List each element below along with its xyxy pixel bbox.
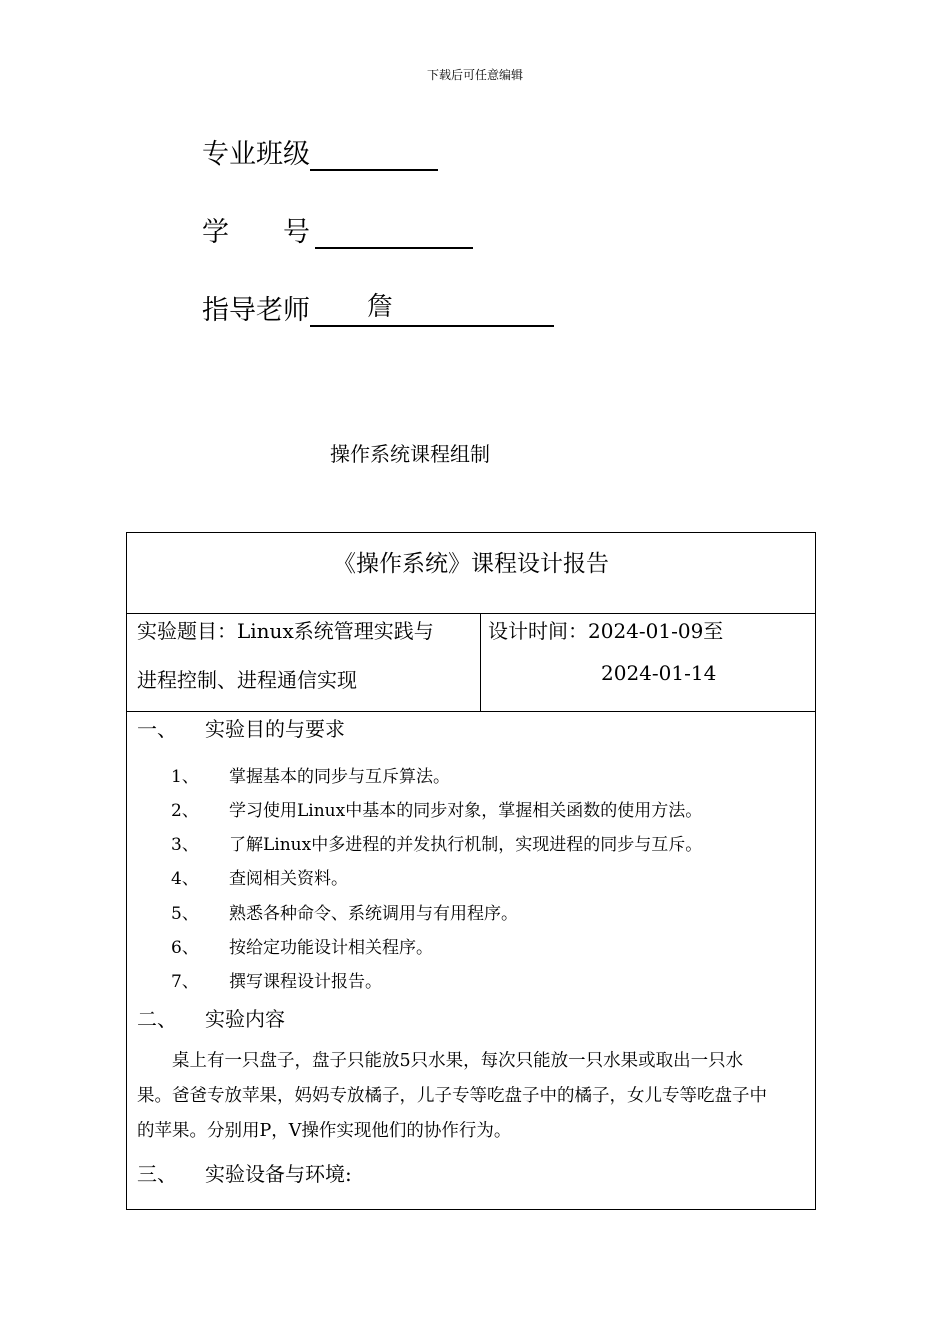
list-item: 6、 按给定功能设计相关程序。 xyxy=(171,938,433,958)
list-item: 4、 查阅相关资料。 xyxy=(171,869,348,889)
section-title: 实验目的与要求 xyxy=(205,717,345,741)
advisor-line xyxy=(310,292,554,327)
report-table xyxy=(126,532,816,1210)
section-title: 实验设备与环境: xyxy=(205,1162,352,1186)
section-number: 二、 xyxy=(137,1007,177,1031)
paragraph-line: 的苹果。分别用P，V操作实现他们的协作行为。 xyxy=(137,1121,512,1141)
header-note: 下载后可任意编辑 xyxy=(426,68,523,82)
org-line: 操作系统课程组制 xyxy=(330,442,490,466)
advisor-field xyxy=(202,288,554,327)
content-paragraph xyxy=(137,1044,807,1149)
list-item: 1、 掌握基本的同步与互斥算法。 xyxy=(171,767,450,787)
list-item: 5、 熟悉各种命令、系统调用与有用程序。 xyxy=(171,904,518,924)
major-class-label: 专业班级 xyxy=(202,139,310,170)
section-heading-1 xyxy=(137,713,345,742)
topic-continuation: 进程控制、进程通信实现 xyxy=(137,668,357,692)
paragraph-line: 果。爸爸专放苹果，妈妈专放橘子，儿子专等吃盘子中的橘子，女儿专等吃盘子中 xyxy=(137,1086,767,1106)
list-item: 7、 撰写课程设计报告。 xyxy=(171,972,382,992)
paragraph-line: 桌上有一只盘子，盘子只能放5只水果，每次只能放一只水果或取出一只水 xyxy=(137,1051,744,1071)
topic-label: 实验题目：Linux系统管理实践与 xyxy=(137,619,434,643)
student-id-label: 学 号 xyxy=(202,217,310,248)
advisor-value: 詹 xyxy=(367,292,394,322)
major-class-line xyxy=(310,139,438,171)
student-id-line xyxy=(315,217,473,249)
design-time-label: 设计时间：2024-01-09至 xyxy=(488,619,724,643)
section-title: 实验内容 xyxy=(205,1007,285,1031)
info-divider xyxy=(480,613,481,711)
report-title-row xyxy=(127,533,815,614)
major-class-field xyxy=(202,132,438,171)
list-item: 3、 了解Linux中多进程的并发执行机制，实现进程的同步与互斥。 xyxy=(171,835,703,855)
advisor-label: 指导老师 xyxy=(202,295,310,326)
section-heading-3 xyxy=(137,1158,352,1187)
report-info-row xyxy=(127,613,815,712)
section-heading-2 xyxy=(137,1003,285,1032)
design-time-end: 2024-01-14 xyxy=(601,661,717,685)
list-item: 2、 学习使用Linux中基本的同步对象，掌握相关函数的使用方法。 xyxy=(171,801,703,821)
student-id-field xyxy=(202,210,473,249)
section-number: 一、 xyxy=(137,717,177,741)
report-title: 《操作系统》课程设计报告 xyxy=(333,551,609,577)
section-number: 三、 xyxy=(137,1162,177,1186)
